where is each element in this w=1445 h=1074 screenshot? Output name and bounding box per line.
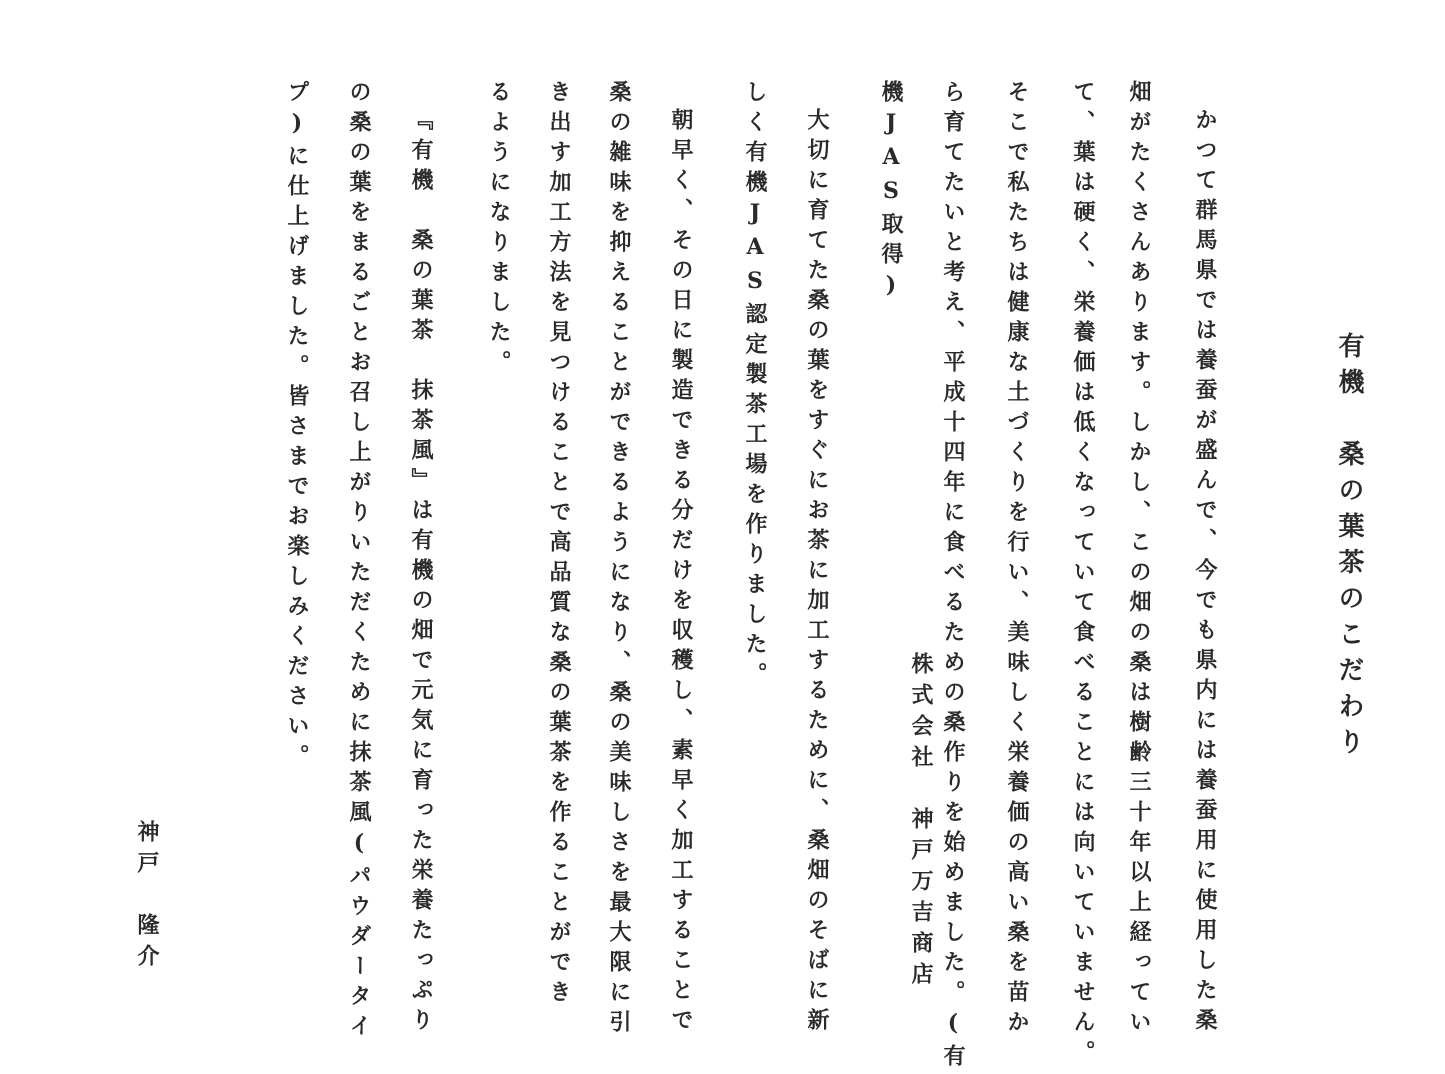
author-name: 神戸 隆介: [134, 820, 160, 975]
body-column-11: き出す加工方法を見つけることで高品質な桑の葉茶を作ることができ: [546, 80, 572, 1010]
body-column-15: プ)に仕上げました。皆さまでお楽しみください。: [284, 80, 310, 774]
body-column-10: 桑の雑味を抑えることができるようになり、桑の美味しさを最大限に引: [606, 80, 632, 1040]
body-column-1: かつて群馬県では養蚕が盛んで、今でも県内には養蚕用に使用した桑: [1192, 108, 1218, 1038]
body-column-12: るようになりました。: [486, 80, 512, 380]
body-column-13: 『有機 桑の葉茶 抹茶風』は有機の畑で元気に育った栄養たっぷり: [408, 108, 434, 1038]
body-column-8: しく有機JAS認定製茶工場を作りました。: [742, 80, 768, 692]
body-column-3: て、葉は硬く、栄養価は低くなっていて食べることには向いていません。: [1070, 80, 1096, 1070]
body-column-4: そこで私たちは健康な土づくりを行い、美味しく栄養価の高い桑を苗か: [1004, 80, 1030, 1040]
company-name: 株式会社 神戸万吉商店: [908, 652, 934, 993]
body-column-6: 機JAS取得): [878, 80, 904, 306]
body-column-7: 大切に育てた桑の葉をすぐにお茶に加工するために、桑畑のそばに新: [804, 108, 830, 1038]
body-column-2: 畑がたくさんあります。しかし、この畑の桑は樹齢三十年以上経ってい: [1126, 80, 1152, 1040]
page-title: 有機 桑の葉茶のこだわり: [1334, 332, 1364, 764]
body-column-5: ら育てたいと考え、平成十四年に食べるための桑作りを始めました。(有: [940, 80, 966, 1074]
body-column-14: の桑の葉をまるごとお召し上がりいただくために抹茶風(パウダータイ: [346, 80, 372, 1044]
body-column-9: 朝早く、その日に製造できる分だけを収穫し、素早く加工することで: [668, 108, 694, 1038]
